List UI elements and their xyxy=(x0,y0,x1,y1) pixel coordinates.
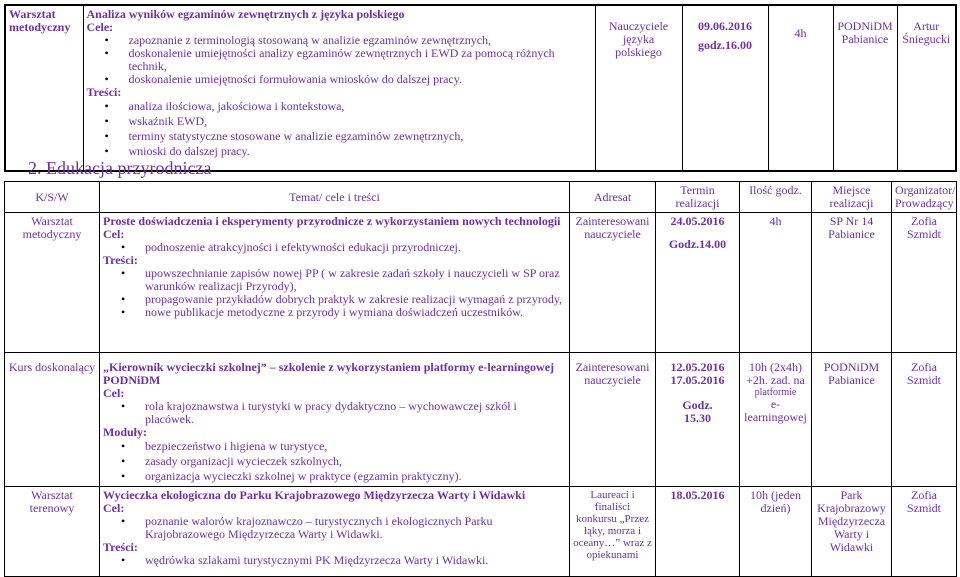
ilosc-cell: 4h xyxy=(768,5,833,171)
termin-date: 09.06.2016 xyxy=(698,19,752,33)
cele-label: Cel: xyxy=(103,501,125,515)
miejsce-cell: PODNiDM Pabianice xyxy=(833,5,897,171)
list-item: • propagowanie przykładów dobrych praktyk w zakresie realizacji wymagań z przyrody, xyxy=(145,293,566,306)
termin-date: 12.05.2016 xyxy=(670,360,725,374)
ks-cell: Kurs doskonalący xyxy=(5,353,100,487)
ilosc-value: 10h (2x4h) +2h. zad. na xyxy=(746,360,805,387)
list-item: • wskaźnik EWD, xyxy=(129,114,592,129)
course-title: „Kierownik wycieczki szkolnej” – szkolenie z wykorzystaniem platformy e-learningowej PODNiDM xyxy=(103,360,555,387)
cele-label: Cele: xyxy=(86,20,114,34)
tresci-list xyxy=(103,554,566,567)
ilosc-cell: 10h (jeden dzień) xyxy=(740,487,812,577)
list-item: • upowszechnianie zapisów nowej PP ( w zakresie zadań szkoły i nauczycieli w SP oraz warunków realizacji Przyrody), xyxy=(145,267,566,293)
tresci-label: Treści: xyxy=(103,253,138,267)
topic-cell xyxy=(100,487,570,577)
tresci-list xyxy=(87,99,592,159)
ilosc-cell xyxy=(740,353,812,487)
table-row xyxy=(5,5,956,171)
table-row xyxy=(5,487,957,577)
list-item: • bezpieczeństwo i higiena w turystyce, xyxy=(145,439,566,454)
list-item: • terminy statystyczne stosowane w analizie egzaminów zewnętrznych, xyxy=(129,129,592,144)
top-course-table xyxy=(4,4,957,172)
ks-cell: Warsztat metodyczny xyxy=(5,213,100,353)
list-item: • organizacja wycieczki szkolnej w praktyce (egzamin praktyczny). xyxy=(145,469,566,484)
cele-list xyxy=(103,515,566,541)
tresci-label: Treści: xyxy=(86,85,122,99)
topic-cell xyxy=(83,5,595,171)
header-ks: K/S/W xyxy=(5,182,100,213)
list-item: • wędrówka szlakami turystycznymi PK Międzyrzecza Warty i Widawki. xyxy=(145,554,566,567)
organizator-cell: Artur Śniegucki xyxy=(897,5,956,171)
ilosc-cell: 4h xyxy=(740,213,812,353)
termin-cell: 18.05.2016 xyxy=(656,487,740,577)
list-item: • rola krajoznawstwa i turystyki w pracy dydaktyczno – wychowawczej szkół i placówek. xyxy=(145,400,566,426)
miejsce-cell: PODNiDM Pabianice xyxy=(812,353,892,487)
list-item: • podnoszenie atrakcyjności i efektywności edukacji przyrodniczej. xyxy=(145,241,566,254)
ks-cell: Warsztat terenowy xyxy=(5,487,100,577)
tresci-label: Treści: xyxy=(103,540,138,554)
termin-time: Godz.14.00 xyxy=(668,237,727,251)
cele-label: Cel: xyxy=(103,386,125,400)
list-item: • doskonalenie umiejętności analizy egzaminów zewnętrznych i EWD za pomocą różnych technik, xyxy=(129,47,592,73)
ks-cell: Warsztat metodyczny xyxy=(5,5,83,171)
list-item: • poznanie walorów krajoznawczo – turystycznych i ekologicznych Parku Krajobrazowego Międzyrzecza Warty i Widawki. xyxy=(145,515,566,541)
list-item: • nowe publikacje metodyczne z przyrody i wymiana doświadczeń uczestników. xyxy=(145,306,566,319)
list-item: • doskonalenie umiejętności formułowania wniosków do dalszej pracy. xyxy=(129,73,592,86)
termin-date-2: 17.05.2016 xyxy=(670,373,725,387)
organizator-cell: Zofia Szmidt xyxy=(892,487,957,577)
ilosc-small: platformie xyxy=(754,387,797,398)
table-header-row xyxy=(5,182,957,213)
topic-cell xyxy=(100,213,570,353)
list-item: • zasady organizacji wycieczek szkolnych, xyxy=(145,454,566,469)
cele-list xyxy=(103,241,566,254)
termin-cell xyxy=(656,213,740,353)
header-ilosc: Ilość godz. xyxy=(740,182,812,213)
ilosc-end: e-learningowej xyxy=(744,397,807,424)
header-adresat: Adresat xyxy=(570,182,656,213)
adresat-cell: Zainteresowani nauczyciele xyxy=(570,353,656,487)
moduly-list xyxy=(103,439,566,484)
adresat-cell: Laureaci i finaliści konkursu „Przez łąky, morza i oceany…” wraz z opiekunami xyxy=(570,487,656,577)
miejsce-cell: SP Nr 14 Pabianice xyxy=(812,213,892,353)
section-heading: 2. Edukacja przyrodnicza xyxy=(28,158,212,178)
adresat-cell: Zainteresowani nauczyciele xyxy=(570,213,656,353)
cele-list xyxy=(87,34,592,86)
tresci-list xyxy=(103,267,566,319)
header-miejsce: Miejsce realizacji xyxy=(812,182,892,213)
course-title: Proste doświadczenia i eksperymenty przyrodnicze z wykorzystaniem nowych technologii xyxy=(103,214,561,228)
course-title: Analiza wyników egzaminów zewnętrznych z języka polskiego xyxy=(86,7,405,21)
list-item: • analiza ilościowa, jakościowa i kontekstowa, xyxy=(129,99,592,114)
miejsce-cell: Park Krajobrazowy Międzyrzecza Warty i Widawki xyxy=(812,487,892,577)
list-item: • wnioski do dalszej pracy. xyxy=(129,144,592,159)
termin-time: godz.16.00 xyxy=(698,38,752,52)
termin-time: Godz. 15.30 xyxy=(682,398,713,425)
termin-date: 24.05.2016 xyxy=(670,214,725,228)
header-organizator: Organizator/ Prowadzący xyxy=(892,182,957,213)
cele-list xyxy=(103,400,566,426)
termin-cell xyxy=(682,5,768,171)
adresat-cell: Nauczyciele języka polskiego xyxy=(595,5,682,171)
organizator-cell: Zofia Szmidt xyxy=(892,213,957,353)
moduly-label: Moduły: xyxy=(103,425,148,439)
header-temat: Temat/ cele i treści xyxy=(100,182,570,213)
table-row xyxy=(5,353,957,487)
cele-label: Cel: xyxy=(103,227,125,241)
table-row xyxy=(5,213,957,353)
termin-cell xyxy=(656,353,740,487)
header-termin: Termin realizacji xyxy=(656,182,740,213)
topic-cell xyxy=(100,353,570,487)
organizator-cell: Zofia Szmidt xyxy=(892,353,957,487)
course-title: Wycieczka ekologiczna do Parku Krajobrazowego Międzyrzecza Warty i Widawki xyxy=(103,488,526,502)
list-item: • zapoznanie z terminologią stosowaną w analizie egzaminów zewnętrznych, xyxy=(129,34,592,47)
courses-table xyxy=(4,181,957,577)
